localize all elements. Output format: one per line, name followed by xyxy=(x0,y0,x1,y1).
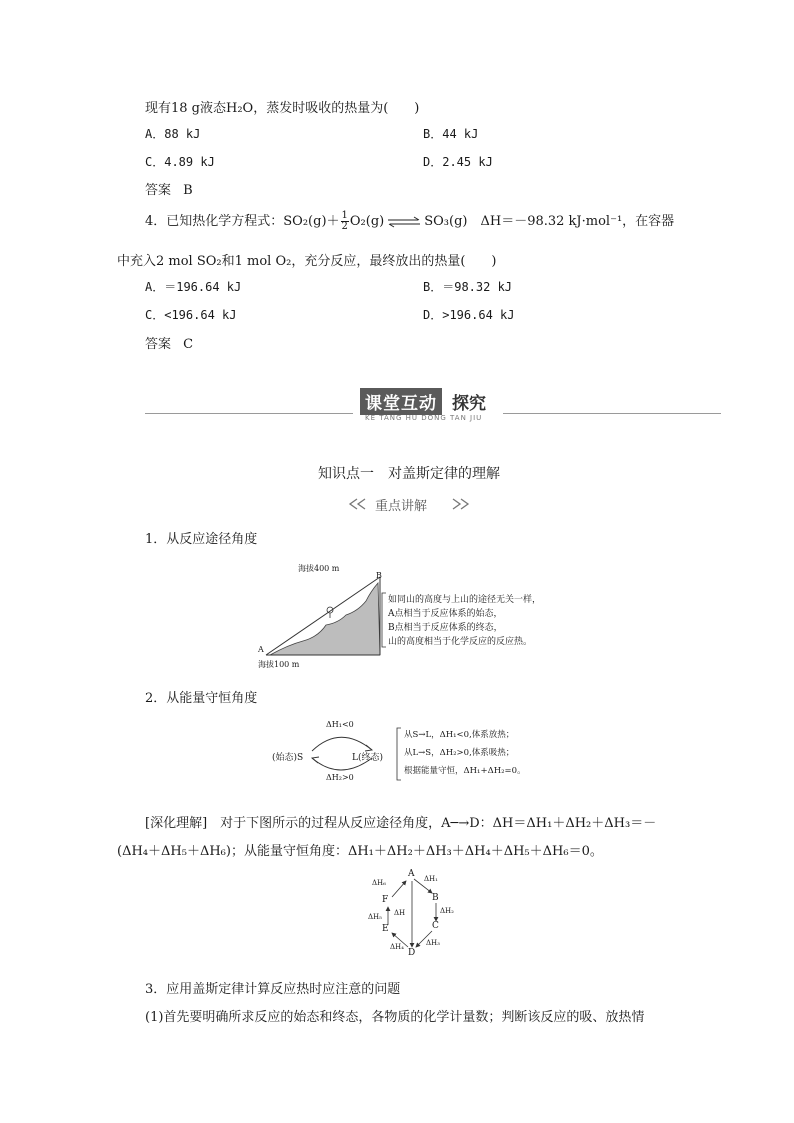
edge-label-dh3: ΔH₃ xyxy=(426,939,440,947)
reversible-arrow-icon xyxy=(386,215,422,229)
node-b: B xyxy=(432,893,439,903)
p2-heading: 2．从能量守恒角度 xyxy=(145,691,258,706)
node-e: E xyxy=(382,924,389,934)
dh1-label: ΔH₁<0 xyxy=(326,720,354,729)
section-title: 知识点一 对盖斯定律的理解 xyxy=(318,466,500,482)
mountain-notes xyxy=(388,593,541,649)
edge-label-dh: ΔH xyxy=(394,909,406,917)
mountain-diagram xyxy=(258,563,568,671)
edge-label-dh1: ΔH₁ xyxy=(424,875,438,883)
q3-answer xyxy=(145,179,193,198)
energy-notes xyxy=(404,726,526,780)
deep-line2: (ΔH₄＋ΔH₅＋ΔH₆)；从能量守恒角度：ΔH₁＋ΔH₂＋ΔH₃＋ΔH₄＋ΔH₅＋ΔH₆＝0。 xyxy=(117,844,603,859)
q3-option-d: D．2.45 kJ xyxy=(423,155,493,169)
energy-note: 从S→L，ΔH₁<0,体系放热； xyxy=(404,730,515,740)
deep-line1: [深化理解] 对于下图所示的过程从反应途径角度，A─→D：ΔH＝ΔH₁＋ΔH₂＋ΔH₃＝－ xyxy=(145,816,657,831)
double-chevron-left-icon xyxy=(347,498,371,510)
node-a: A xyxy=(408,869,415,879)
answer-label: 答案 xyxy=(145,183,172,198)
end-state-label: L(终态) xyxy=(352,753,383,763)
mountain-note: 山的高度相当于化学反应的反应热。 xyxy=(388,637,533,647)
edge-label-dh4: ΔH₄ xyxy=(390,943,404,951)
answer-value: C xyxy=(183,337,194,352)
banner-title-tail: 探究 xyxy=(452,394,486,414)
p3-heading: 3．应用盖斯定律计算反应热时应注意的问题 xyxy=(145,982,401,997)
q3-option-a: A．88 kJ xyxy=(145,127,201,141)
p1-heading: 1．从反应途径角度 xyxy=(145,532,258,547)
q3-stem: 现有18 g液态H₂O，蒸发时吸收的热量为( ) xyxy=(145,101,420,116)
node-f: F xyxy=(382,895,389,905)
q4-option-d: D．>196.64 kJ xyxy=(423,308,515,322)
node-c: C xyxy=(432,921,439,931)
q4-option-b: B．＝98.32 kJ xyxy=(423,280,513,294)
banner-subtitle: KE TANG HU DONG TAN JIU xyxy=(365,414,483,422)
mountain-note: 如同山的高度与上山的途径无关一样， xyxy=(388,595,542,605)
q4-line1-b: O₂(g) xyxy=(349,214,385,229)
altitude-bottom-label: 海拔100 m xyxy=(258,660,300,669)
start-state-label: (始态)S xyxy=(272,753,304,763)
q4-line2: 中充入2 mol SO₂和1 mol O₂，充分反应，最终放出的热量( ) xyxy=(117,254,497,269)
answer-label: 答案 xyxy=(145,337,172,352)
mountain-note: B点相当于反应体系的终态， xyxy=(388,623,503,633)
banner-rule-right xyxy=(503,413,721,414)
banner-rule-left xyxy=(145,413,353,414)
edge-label-dh2: ΔH₂ xyxy=(440,907,454,915)
energy-note: 从L→S，ΔH₂>0,体系吸热； xyxy=(404,748,515,758)
q3-option-c: C．4.89 kJ xyxy=(145,155,215,169)
node-d: D xyxy=(408,948,416,958)
fraction-half: $\frac{1}{2}$ xyxy=(341,210,348,232)
mountain-note: A点相当于反应体系的始态， xyxy=(388,609,503,619)
q4-line1-c: SO₃(g) ΔH＝－98.32 kJ·mol⁻¹，在容器 xyxy=(424,214,675,229)
hexagon-cycle-diagram xyxy=(368,869,464,961)
edge-label-dh6: ΔH₆ xyxy=(372,879,386,887)
double-chevron-right-icon xyxy=(447,498,471,510)
dh2-label: ΔH₂>0 xyxy=(326,773,354,782)
banner-title-box: 课堂互动 xyxy=(360,388,442,415)
q4-line1-a: 4．已知热化学方程式：SO₂(g)＋ xyxy=(145,214,340,229)
energy-note: 根据能量守恒，ΔH₁+ΔH₂=0。 xyxy=(404,766,526,776)
answer-value: B xyxy=(183,183,193,198)
q4-option-a: A．＝196.64 kJ xyxy=(145,280,242,294)
p3-line1: (1)首先要明确所求反应的始态和终态，各物质的化学计量数；判断该反应的吸、放热情 xyxy=(145,1010,645,1025)
edge-label-dh5: ΔH₅ xyxy=(368,913,382,921)
q4-line1 xyxy=(145,207,674,237)
energy-cycle-diagram xyxy=(268,718,548,784)
point-a-label: A xyxy=(258,645,264,654)
altitude-top-label: 海拔400 m xyxy=(298,564,340,573)
q3-option-b: B．44 kJ xyxy=(423,127,479,141)
q4-option-c: C．<196.64 kJ xyxy=(145,308,237,322)
point-b-label: B xyxy=(376,571,382,580)
q4-answer xyxy=(145,333,193,352)
key-explain-label: 重点讲解 xyxy=(375,499,428,514)
